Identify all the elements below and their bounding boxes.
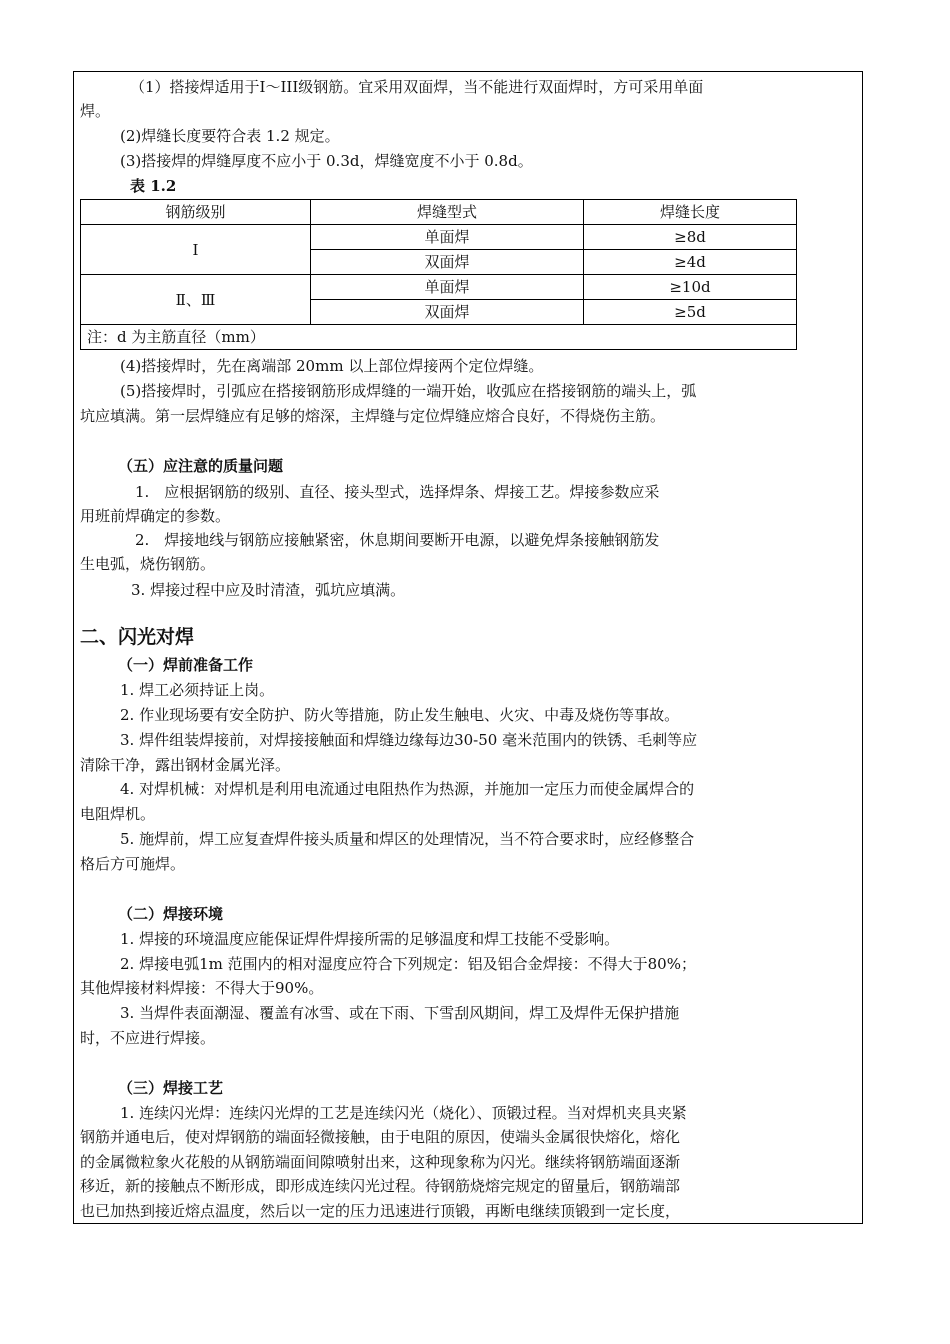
para-1-line-2: 焊。 (80, 102, 111, 120)
table-header-row (81, 200, 797, 225)
table-row (81, 225, 797, 250)
env-item-3-line-1: 3. 当焊件表面潮湿、覆盖有冰雪、或在下雨、下雪刮风期间，焊工及焊件无保护措施 (120, 1004, 680, 1022)
prep-item-1: 1. 焊工必须持证上岗。 (120, 681, 275, 699)
quality-item-1-line-2: 用班前焊确定的参数。 (80, 507, 231, 525)
prep-item-4-line-2: 电阻焊机。 (80, 805, 156, 823)
env-item-2-line-1: 2. 焊接电弧1m 范围内的相对湿度应符合下列规定：铝及铝合金焊接：不得大于80%； (120, 955, 696, 973)
process-item-1-line-2: 钢筋并通电后，使对焊钢筋的端面轻微接触，由于电阻的原因，使端头金属很快熔化，熔化 (80, 1128, 681, 1146)
grade-cell: Ⅱ、Ⅲ (81, 275, 311, 325)
process-item-1-line-4: 移近，新的接触点不断形成，即形成连续闪光过程。待钢筋烧熔完规定的留量后，钢筋端部 (80, 1177, 681, 1195)
table-note-row (81, 325, 797, 350)
prep-item-3-line-1: 3. 焊件组装焊接前，对焊接接触面和焊缝边缘每边30-50 毫米范围内的铁锈、毛刺等应 (120, 731, 698, 749)
header-type: 焊缝型式 (311, 200, 584, 225)
process-item-1-line-5: 也已加热到接近熔点温度，然后以一定的压力迅速进行顶锻，再断电继续顶锻到一定长度， (80, 1202, 681, 1220)
type-cell: 单面焊 (311, 275, 584, 300)
length-cell: ≥4d (584, 250, 797, 275)
process-heading: （三）焊接工艺 (118, 1079, 224, 1097)
prep-item-4-line-1: 4. 对焊机械：对焊机是利用电流通过电阻热作为热源，并施加一定压力而使金属焊合的 (120, 780, 695, 798)
prep-item-5-line-1: 5. 施焊前，焊工应复查焊件接头质量和焊区的处理情况，当不符合要求时，应经修整合 (120, 830, 695, 848)
quality-heading: （五）应注意的质量问题 (118, 457, 284, 475)
header-length: 焊缝长度 (584, 200, 797, 225)
section-title-flash-butt-welding: 二、闪光对焊 (80, 626, 195, 648)
header-grade: 钢筋级别 (81, 200, 311, 225)
para-2: (2)焊缝长度要符合表 1.2 规定。 (120, 127, 340, 145)
prep-item-2: 2. 作业现场要有安全防护、防火等措施，防止发生触电、火灾、中毒及烧伤等事故。 (120, 706, 680, 724)
grade-cell: Ⅰ (81, 225, 311, 275)
para-5-line-2: 坑应填满。第一层焊缝应有足够的熔深，主焊缝与定位焊缝应熔合良好，不得烧伤主筋。 (80, 407, 666, 425)
process-item-1-line-1: 1. 连续闪光焊：连续闪光焊的工艺是连续闪光（烧化）、顶锻过程。当对焊机夹具夹紧 (120, 1104, 687, 1122)
quality-item-1-line-1: 1. 应根据钢筋的级别、直径、接头型式，选择焊条、焊接工艺。焊接参数应采 (135, 483, 660, 501)
env-heading: （二）焊接环境 (118, 905, 224, 923)
quality-item-3: 3. 焊接过程中应及时清渣，弧坑应填满。 (131, 581, 406, 599)
prep-item-3-line-2: 清除干净，露出钢材金属光泽。 (80, 756, 291, 774)
table-note: 注：d 为主筋直径（mm） (81, 325, 797, 350)
quality-item-2-line-2: 生电弧，烧伤钢筋。 (80, 555, 216, 573)
env-item-2-line-2: 其他焊接材料焊接：不得大于90%。 (80, 979, 324, 997)
quality-item-2-line-1: 2. 焊接地线与钢筋应接触紧密，休息期间要断开电源，以避免焊条接触钢筋发 (135, 531, 660, 549)
table-caption: 表 1.2 (130, 177, 177, 195)
type-cell: 双面焊 (311, 250, 584, 275)
para-1-line-1: （1）搭接焊适用于Ⅰ～III级钢筋。宜采用双面焊，当不能进行双面焊时，方可采用单面 (130, 78, 704, 96)
type-cell: 双面焊 (311, 300, 584, 325)
env-item-1: 1. 焊接的环境温度应能保证焊件焊接所需的足够温度和焊工技能不受影响。 (120, 930, 620, 948)
para-4: (4)搭接焊时，先在离端部 20mm 以上部位焊接两个定位焊缝。 (120, 357, 544, 375)
para-5-line-1: (5)搭接焊时，引弧应在搭接钢筋形成焊缝的一端开始，收弧应在搭接钢筋的端头上，弧 (120, 382, 697, 400)
para-3: (3)搭接焊的焊缝厚度不应小于 0.3d，焊缝宽度不小于 0.8d。 (120, 152, 533, 170)
type-cell: 单面焊 (311, 225, 584, 250)
length-cell: ≥5d (584, 300, 797, 325)
length-cell: ≥8d (584, 225, 797, 250)
length-cell: ≥10d (584, 275, 797, 300)
weld-length-table (80, 199, 797, 350)
prep-item-5-line-2: 格后方可施焊。 (80, 855, 186, 873)
prep-heading: （一）焊前准备工作 (118, 656, 254, 674)
env-item-3-line-2: 时，不应进行焊接。 (80, 1029, 216, 1047)
table-row (81, 275, 797, 300)
process-item-1-line-3: 的金属微粒象火花般的从钢筋端面间隙喷射出来，这种现象称为闪光。继续将钢筋端面逐渐 (80, 1153, 681, 1171)
